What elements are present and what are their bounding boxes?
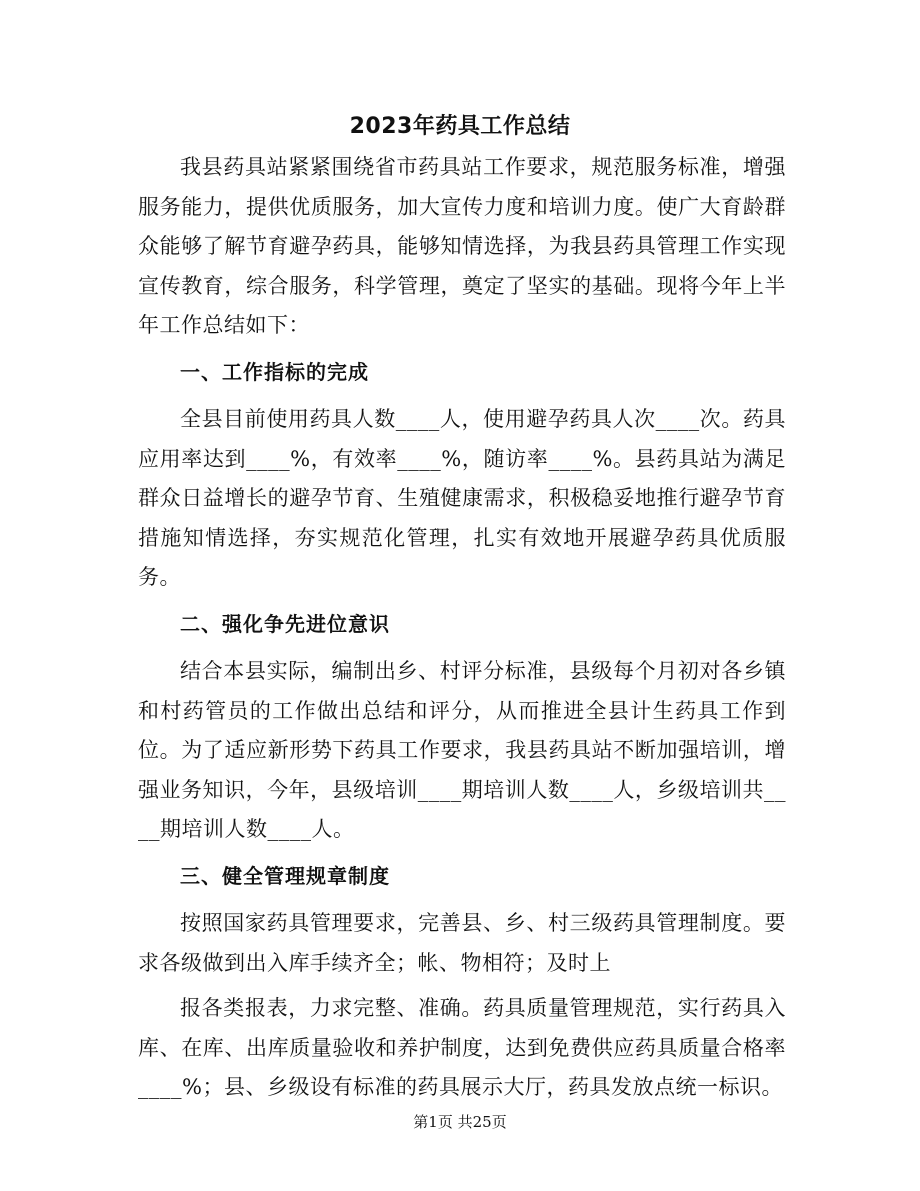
section-1-heading: 一、工作指标的完成 — [180, 359, 369, 384]
section-2-heading: 二、强化争先进位意识 — [180, 611, 390, 636]
intro-paragraph: 我县药具站紧紧围绕省市药具站工作要求，规范服务标准，增强服务能力，提供优质服务，加大宣传力度和培训力度。使广大育龄群众能够了解节育避孕药具，能够知情选择，为我县药具管理工作实现宣传教育，综合服务，科学管理，奠定了坚实的基础。现将今年上半年工作总结如下： — [138, 155, 786, 338]
document-body — [138, 148, 786, 1114]
section-3-paragraph-1: 按照国家药具管理要求，完善县、乡、村三级药具管理制度。要求各级做到出入库手续齐全；帐、物相符；及时上 — [138, 910, 786, 975]
page-number-footer: 第1页 共25页 — [413, 1113, 507, 1131]
section-1-paragraph: 全县目前使用药具人数____人，使用避孕药具人次____次。药具应用率达到____%，有效率____%，随访率____%。县药具站为满足群众日益增长的避孕节育、生殖健康需求，积极稳妥地推行避孕节育措施知情选择，夯实规范化管理，扎实有效地开展避孕药具优质服务。 — [138, 406, 786, 590]
section-3-heading: 三、健全管理规章制度 — [180, 863, 390, 888]
section-3-paragraph-2: 报各类报表，力求完整、准确。药具质量管理规范，实行药具入库、在库、出库质量验收和养护制度，达到免费供应药具质量合格率____%；县、乡级设有标准的药具展示大厅，药具发放点统一标识。 — [138, 996, 786, 1100]
section-2-paragraph: 结合本县实际，编制出乡、村评分标准，县级每个月初对各乡镇和村药管员的工作做出总结和评分，从而推进全县计生药具工作到位。为了适应新形势下药具工作要求，我县药具站不断加强培训，增强业务知识，今年，县级培训____期培训人数____人，乡级培训共____期培训人数____人。 — [138, 658, 786, 842]
document-title: 2023年药具工作总结 — [349, 114, 571, 139]
